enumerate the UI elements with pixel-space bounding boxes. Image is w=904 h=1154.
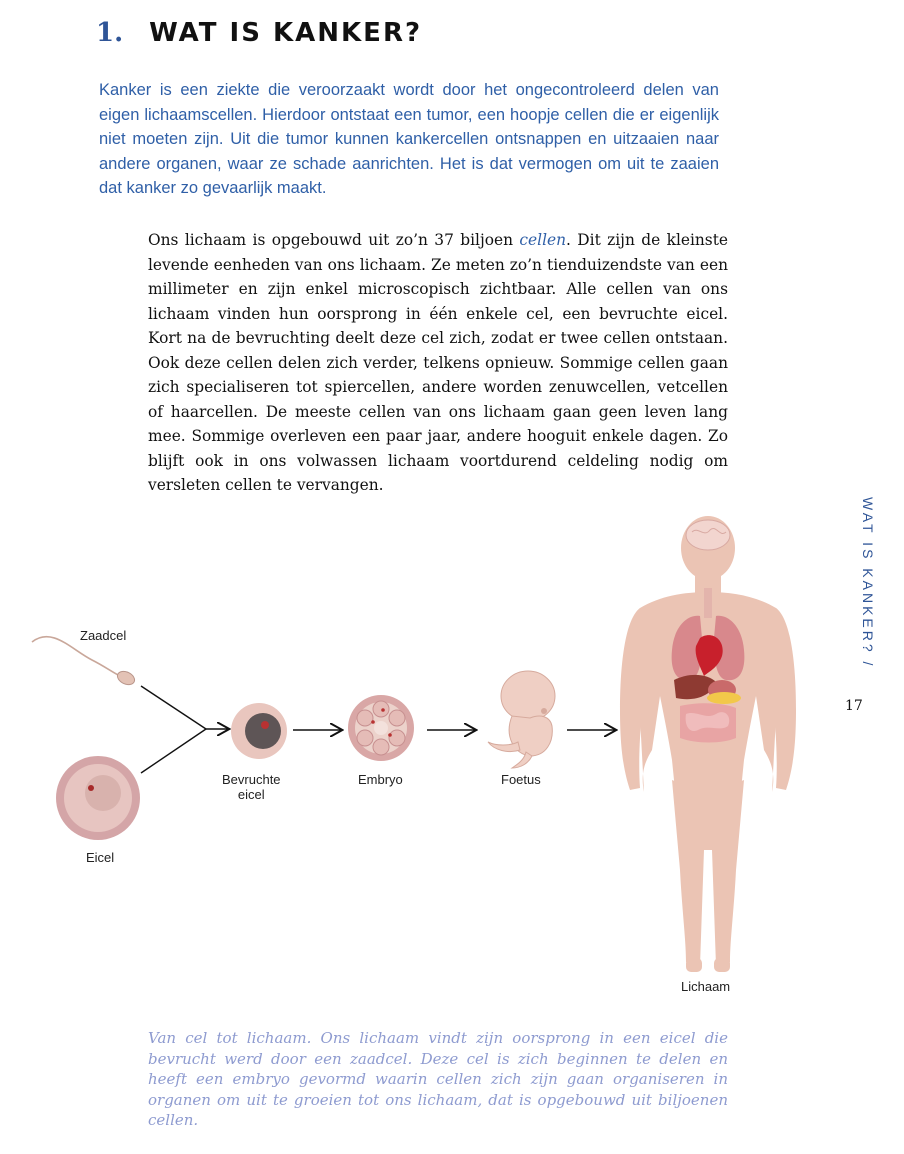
trachea-icon xyxy=(704,588,712,618)
running-chapter-title: WAT IS KANKER? / xyxy=(860,497,876,669)
label-fetus: Foetus xyxy=(501,772,541,787)
body-paragraph xyxy=(148,228,728,498)
label-fertilized-egg xyxy=(222,772,281,802)
embryo-icon xyxy=(348,695,414,761)
fertilization-arrows xyxy=(141,686,228,773)
body-text-end: . Dit zijn de kleinste levende eenheden van ons lichaam. Ze meten zo’n tienduizendste van een millimeter en zijn enkel microscopisch zichtbaar. Alle cellen van ons lichaam vinden hun oorsprong in één enkele cel, een bevruchte eicel. Kort na de bevruchting deelt deze cel zich, zodat er twee cellen ontstaan. Ook deze cellen delen zich verder, telkens opnieuw. Sommige cellen gaan zich specialiseren tot spiercellen, andere worden zenuwcellen, vetcellen of haarcellen. De meeste cellen van ons lichaam gaan geen leven lang mee. Sommige overleven een paar jaar, andere hooguit enkele dagen. Zo blijft ook in ons volwassen lichaam voortdurend celdeling nodig om versleten cellen te vervangen. xyxy=(148,231,728,494)
page-number: 17 xyxy=(845,698,863,714)
sperm-cell-icon xyxy=(32,637,137,688)
chapter-title: WAT IS KANKER? xyxy=(149,18,423,48)
human-body-icon xyxy=(620,516,796,972)
body-emphasis: cellen xyxy=(519,231,567,249)
label-fertilized-egg-line2: eicel xyxy=(237,787,265,802)
egg-cell-icon xyxy=(56,756,140,840)
brain-icon xyxy=(686,520,730,550)
label-body: Lichaam xyxy=(681,979,731,994)
body-text-start: Ons lichaam is opgebouwd uit zo’n 37 biljoen xyxy=(148,231,520,249)
chapter-number: 1. xyxy=(96,18,124,48)
label-embryo: Embryo xyxy=(358,772,403,787)
cell-to-body-figure xyxy=(0,510,820,1000)
fertilized-egg-icon xyxy=(231,703,287,759)
figure-illustration xyxy=(0,510,820,1000)
figure-caption: Van cel tot lichaam. Ons lichaam vindt zijn oorsprong in een eicel die bevrucht werd door een zaadcel. Deze cel is zich beginnen te delen en heeft een embryo gevormd waarin cellen zich zijn gaan organiseren in organen om uit te groeien tot ons lichaam, dat is opgebouwd uit biljoenen cellen. xyxy=(148,1029,728,1129)
label-sperm-cell: Zaadcel xyxy=(80,628,127,643)
label-fertilized-egg-line1: Bevruchte xyxy=(222,772,281,787)
intro-paragraph: Kanker is een ziekte die veroorzaakt wordt door het ongecontroleerd delen van eigen lichaamscellen. Hierdoor ontstaat een tumor, een hoopje cellen die er eigenlijk niet moeten zijn. Uit die tumor kunnen kankercellen ontsnappen en uitzaaien naar andere organen, waar ze schade aanrichten. Het is dat vermogen om uit te zaaien dat kanker zo gevaarlijk maakt. xyxy=(99,81,719,197)
chapter-heading xyxy=(96,18,422,48)
fetus-icon xyxy=(488,671,555,768)
pancreas-icon xyxy=(707,692,741,704)
label-egg-cell: Eicel xyxy=(86,850,115,865)
intestines-icon xyxy=(680,703,736,742)
